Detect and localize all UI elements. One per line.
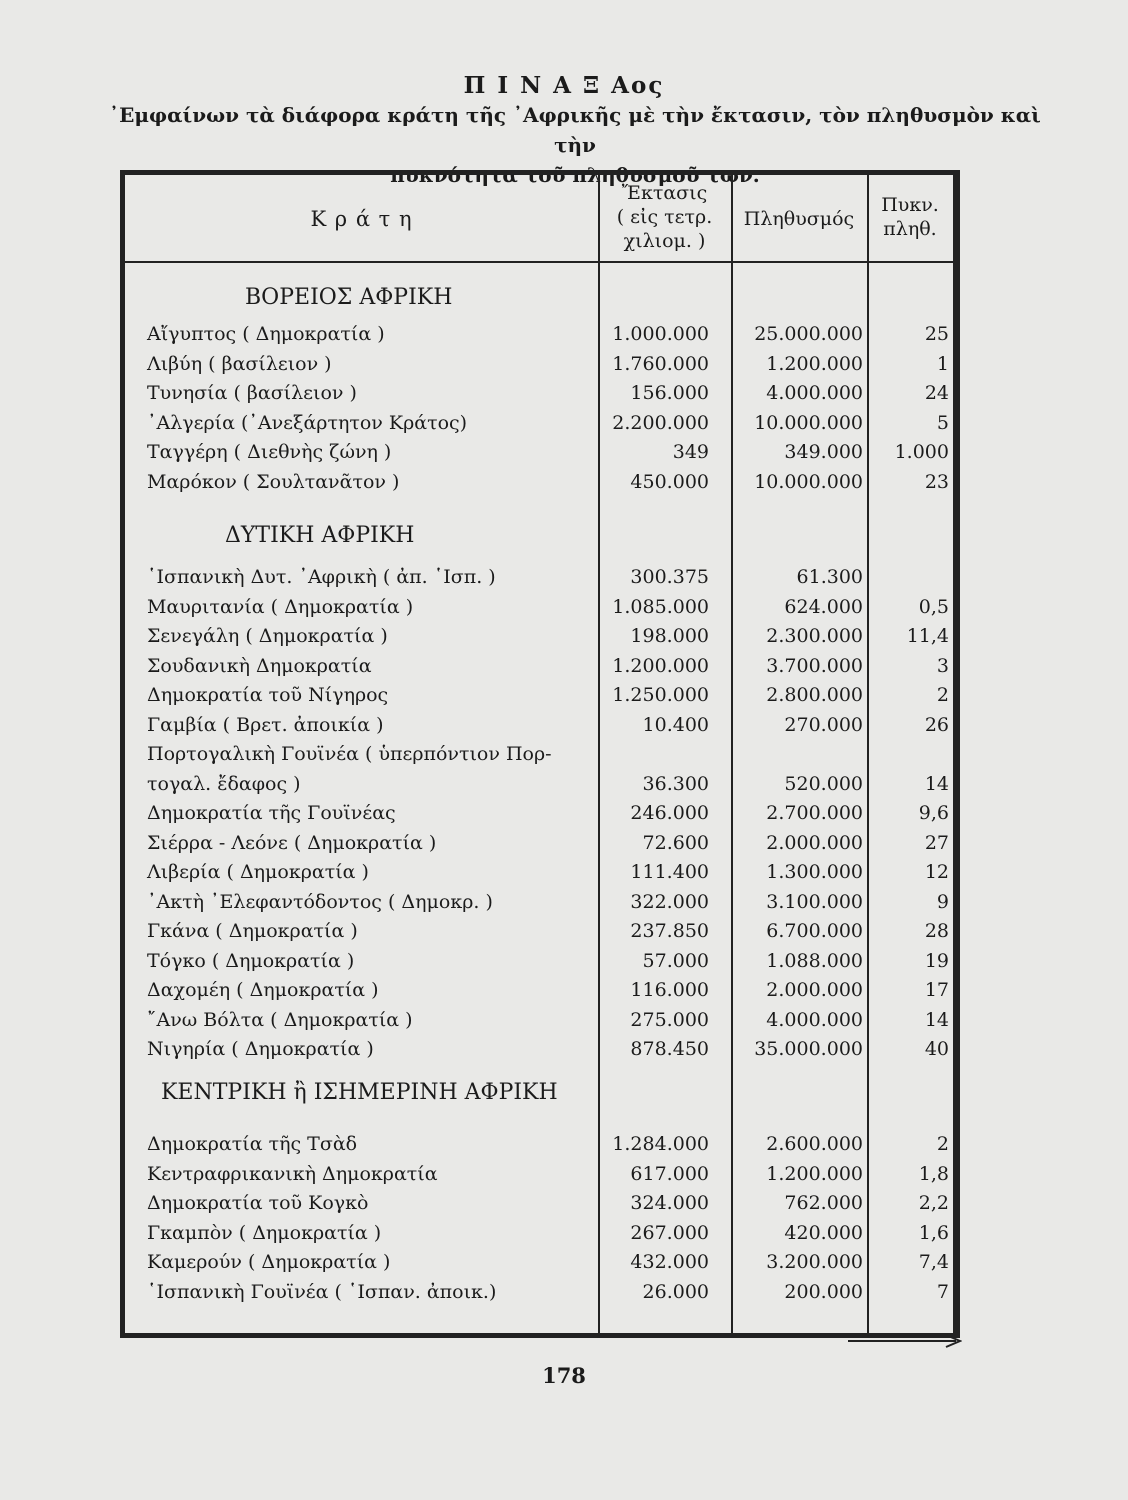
- row-population: 624.000: [784, 595, 863, 618]
- table-row: [125, 858, 953, 887]
- row-population: 2.800.000: [766, 684, 863, 706]
- row-state-name: τογαλ. ἔδαφος ): [147, 772, 301, 795]
- row-density: 2,2: [918, 1192, 949, 1214]
- table-title: Π Ι Ν Α Ξ Αος: [463, 72, 665, 99]
- row-state-name: Γκαμπὸν ( Δημοκρατία ): [147, 1221, 382, 1244]
- table-row: [125, 1219, 953, 1248]
- row-area: 10.400: [642, 713, 709, 736]
- row-state-name: Λιβερία ( Δημοκρατία ): [147, 861, 369, 883]
- row-area: 1.085.000: [612, 595, 709, 618]
- table-row: [125, 652, 953, 681]
- table-row: [125, 1130, 953, 1159]
- row-state-name: ῎Ανω Βόλτα ( Δημοκρατία ): [147, 1008, 413, 1031]
- row-density: 2: [936, 684, 949, 706]
- row-area: 156.000: [630, 382, 709, 404]
- row-area: 349: [672, 441, 709, 463]
- table-row: [125, 1160, 953, 1189]
- row-state-name: Σενεγάλη ( Δημοκρατία ): [147, 625, 388, 647]
- row-population: 4.000.000: [766, 382, 863, 404]
- table-row: [125, 320, 953, 349]
- row-population: 3.100.000: [766, 890, 863, 913]
- row-area: 246.000: [630, 802, 709, 824]
- row-area: 617.000: [630, 1162, 709, 1185]
- table-row: [125, 438, 953, 467]
- row-density: 1.000: [894, 441, 949, 463]
- row-density: 14: [924, 1008, 949, 1031]
- row-state-name: Νιγηρία ( Δημοκρατία ): [147, 1038, 374, 1060]
- row-state-name: Δημοκρατία τῆς Τσὰδ: [147, 1133, 358, 1155]
- header-area: Ἔκτασις ( εἰς τετρ. χιλιομ. ): [616, 182, 713, 252]
- table-row: [125, 770, 953, 799]
- row-population: 2.000.000: [766, 979, 863, 1001]
- row-area: 198.000: [630, 625, 709, 647]
- row-density: 23: [924, 470, 949, 493]
- row-density: 28: [924, 920, 949, 942]
- row-state-name: ῾Ισπανικὴ Γουϊνέα ( ῾Ισπαν. ἀποικ.): [147, 1280, 497, 1303]
- header-divider: [125, 261, 953, 263]
- row-area: 36.300: [642, 772, 709, 795]
- subtitle-line-2: πυκνότητα τοῦ πληθυσμοῦ των.: [390, 163, 760, 187]
- row-state-name: Λιβύη ( βασίλειον ): [147, 352, 332, 375]
- row-density: 0,5: [918, 595, 949, 618]
- row-density: 1,6: [918, 1221, 949, 1244]
- row-area: 116.000: [630, 979, 709, 1001]
- row-population: 1.300.000: [766, 861, 863, 883]
- row-state-name: Αἴγυπτος ( Δημοκρατία ): [147, 323, 385, 345]
- row-population: 200.000: [784, 1280, 863, 1303]
- row-population: 2.600.000: [766, 1133, 863, 1155]
- row-density: 7,4: [918, 1251, 949, 1273]
- row-state-name: ῾Ισπανικὴ Δυτ. ᾿Αφρικὴ ( ἀπ. ῾Ισπ. ): [147, 566, 496, 588]
- row-state-name: Ταγγέρη ( Διεθνὴς ζώνη ): [147, 441, 392, 463]
- row-density: 17: [924, 979, 949, 1001]
- row-density: 12: [924, 861, 949, 883]
- row-population: 35.000.000: [754, 1038, 863, 1060]
- row-population: 270.000: [784, 713, 863, 736]
- row-area: 1.000.000: [612, 323, 709, 345]
- row-area: 1.284.000: [612, 1133, 709, 1155]
- row-state-name: Τυνησία ( βασίλειον ): [147, 382, 357, 404]
- table-row: [125, 947, 953, 976]
- row-population: 3.200.000: [766, 1251, 863, 1273]
- row-state-name: ᾿Αλγερία (᾿Ανεξάρτητον Κράτος): [147, 411, 468, 434]
- row-density: 2: [936, 1133, 949, 1155]
- row-name-first-line: Πορτογαλικὴ Γουϊνέα ( ὑπερπόντιον Πορ-: [147, 743, 552, 765]
- row-area: 26.000: [642, 1280, 709, 1303]
- row-density: 1: [936, 352, 949, 375]
- row-density: 1,8: [918, 1162, 949, 1185]
- row-population: 3.700.000: [766, 654, 863, 677]
- row-density: 25: [924, 323, 949, 345]
- row-area: 322.000: [630, 890, 709, 913]
- table-row: [125, 379, 953, 408]
- page-number: 178: [542, 1363, 586, 1388]
- row-state-name: Δημοκρατία τοῦ Κογκὸ: [147, 1192, 369, 1214]
- row-density: 3: [936, 654, 949, 677]
- row-density: 5: [936, 411, 949, 434]
- table-row: [125, 829, 953, 858]
- row-area: 57.000: [642, 949, 709, 972]
- row-area: 2.200.000: [612, 411, 709, 434]
- row-state-name: Σουδανικὴ Δημοκρατία: [147, 654, 372, 677]
- row-density: 19: [924, 949, 949, 972]
- row-population: 10.000.000: [754, 470, 863, 493]
- table-row: [125, 681, 953, 710]
- row-density: 7: [936, 1280, 949, 1303]
- row-state-name: Μαυριτανία ( Δημοκρατία ): [147, 595, 414, 618]
- table-row: [125, 917, 953, 946]
- row-state-name: Μαρόκον ( Σουλτανᾶτον ): [147, 470, 400, 493]
- table-row: [125, 1248, 953, 1277]
- row-population: 25.000.000: [754, 323, 863, 345]
- table-row: [125, 563, 953, 592]
- header-density: Πυκν. πληθ.: [881, 194, 939, 240]
- header-population: Πληθυσμός: [743, 208, 855, 230]
- row-area: 450.000: [630, 470, 709, 493]
- row-area: 267.000: [630, 1221, 709, 1244]
- row-population: 61.300: [796, 566, 863, 588]
- table-row: [125, 711, 953, 740]
- row-area: 111.400: [630, 861, 709, 883]
- row-state-name: ᾿Ακτὴ ᾿Ελεφαντόδοντος ( Δημοκρ. ): [147, 890, 493, 913]
- row-area: 237.850: [630, 920, 709, 942]
- table-row: [125, 976, 953, 1005]
- table-row: [125, 593, 953, 622]
- row-state-name: Τόγκο ( Δημοκρατία ): [147, 949, 355, 972]
- row-state-name: Δημοκρατία τοῦ Νίγηρος: [147, 684, 389, 706]
- row-density: 40: [924, 1038, 949, 1060]
- row-density: 9: [936, 890, 949, 913]
- row-density: 11,4: [906, 625, 949, 647]
- row-population: 420.000: [784, 1221, 863, 1244]
- row-state-name: Δημοκρατία τῆς Γουϊνέας: [147, 802, 396, 824]
- row-population: 4.000.000: [766, 1008, 863, 1031]
- row-state-name: Δαχομέη ( Δημοκρατία ): [147, 979, 379, 1001]
- row-area: 324.000: [630, 1192, 709, 1214]
- row-state-name: Γκάνα ( Δημοκρατία ): [147, 920, 358, 942]
- row-density: 24: [924, 382, 949, 404]
- row-area: 1.250.000: [612, 684, 709, 706]
- row-population: 520.000: [784, 772, 863, 795]
- row-density: 14: [924, 772, 949, 795]
- row-state-name: Σιέρρα - Λεόνε ( Δημοκρατία ): [147, 831, 437, 854]
- subtitle-line-1: ᾿Εμφαίνων τὰ διάφορα κράτη τῆς ᾿Αφρικῆς μὲ τὴν ἔκτασιν, τὸν πληθυσμὸν καὶ τὴν: [109, 103, 1041, 157]
- row-area: 1.760.000: [612, 352, 709, 375]
- section-title: ΔΥΤΙΚΗ ΑΦΡΙΚΗ: [225, 523, 415, 548]
- row-area: 275.000: [630, 1008, 709, 1031]
- row-area: 1.200.000: [612, 654, 709, 677]
- section-title: ΒΟΡΕΙΟΣ ΑΦΡΙΚΗ: [245, 285, 453, 310]
- header-states: Κ ρ ά τ η: [310, 207, 413, 231]
- continue-arrow-icon: [848, 1333, 962, 1349]
- row-area: 72.600: [642, 831, 709, 854]
- table-row: [125, 1006, 953, 1035]
- table-row: [125, 799, 953, 828]
- row-area: 432.000: [630, 1251, 709, 1273]
- row-density: 27: [924, 831, 949, 854]
- table-row: [125, 1189, 953, 1218]
- row-population: 1.088.000: [766, 949, 863, 972]
- row-state-name: Κεντραφρικανικὴ Δημοκρατία: [147, 1162, 438, 1185]
- table-row: [125, 622, 953, 651]
- row-density: 26: [924, 713, 949, 736]
- row-population: 2.300.000: [766, 625, 863, 647]
- row-area: 878.450: [630, 1038, 709, 1060]
- row-state-name: Γαμβία ( Βρετ. ἀποικία ): [147, 713, 384, 736]
- row-population: 6.700.000: [766, 920, 863, 942]
- table-row: [125, 1278, 953, 1307]
- table-row: [125, 888, 953, 917]
- row-density: 9,6: [918, 802, 949, 824]
- row-population: 1.200.000: [766, 1162, 863, 1185]
- row-population: 1.200.000: [766, 352, 863, 375]
- row-population: 10.000.000: [754, 411, 863, 434]
- row-population: 2.700.000: [766, 802, 863, 824]
- table-row: [125, 409, 953, 438]
- table-row: [125, 468, 953, 497]
- row-population: 2.000.000: [766, 831, 863, 854]
- section-title: ΚΕΝΤΡΙΚΗ ἢ ΙΣΗΜΕΡΙΝΗ ΑΦΡΙΚΗ: [161, 1080, 558, 1105]
- table-row: [125, 350, 953, 379]
- row-population: 762.000: [784, 1192, 863, 1214]
- data-table: [120, 170, 960, 1338]
- row-population: 349.000: [784, 441, 863, 463]
- table-row: [125, 1035, 953, 1064]
- row-state-name: Καμερούν ( Δημοκρατία ): [147, 1251, 391, 1273]
- row-area: 300.375: [630, 566, 709, 588]
